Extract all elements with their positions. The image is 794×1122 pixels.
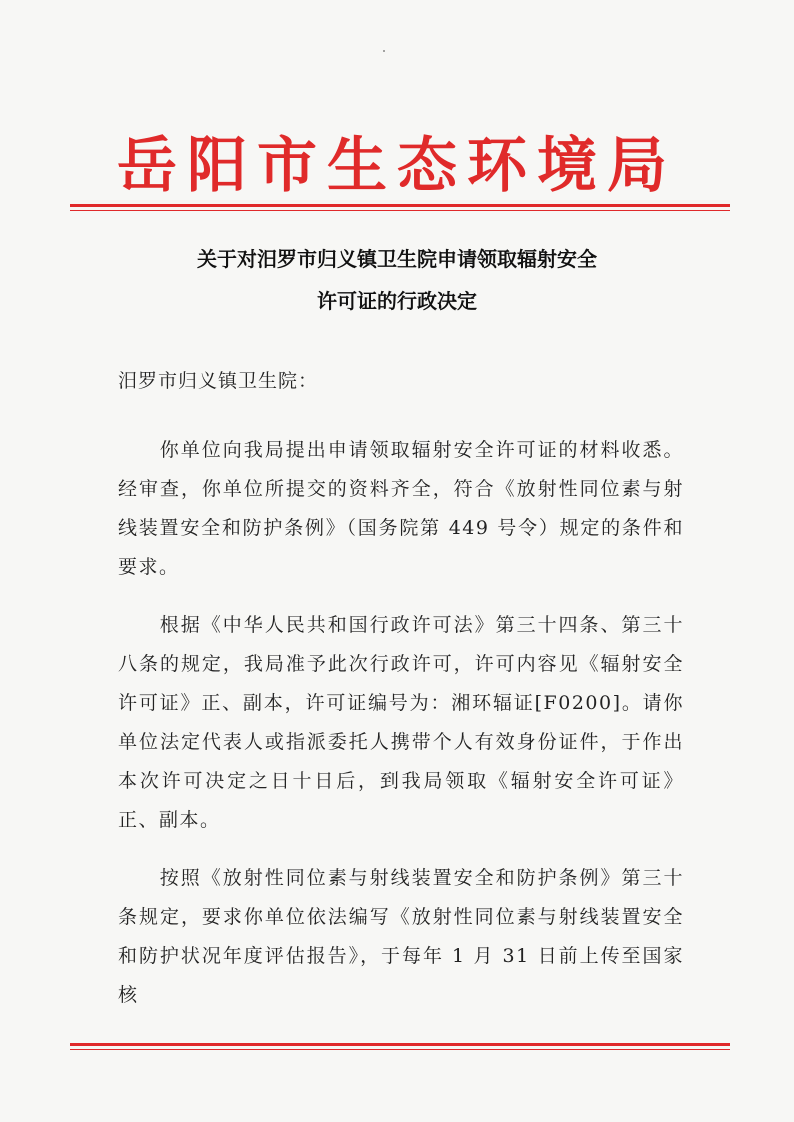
- body-paragraph-3: 按照《放射性同位素与射线装置安全和防护条例》第三十条规定，要求你单位依法编写《放射性同位素与射线装置安全和防护状况年度评估报告》，于每年 1 月 31 日前上传至国家核: [118, 867, 684, 1006]
- salutation: 汨罗市归义镇卫生院：: [118, 370, 319, 392]
- footer-double-rule: [70, 1043, 730, 1050]
- rule-thin-line: [70, 1049, 730, 1050]
- body-paragraph-2: 根据《中华人民共和国行政许可法》第三十四条、第三十八条的规定，我局准予此次行政许可，许可内容见《辐射安全许可证》正、副本，许可证编号为：湘环辐证[F0200]。请你单位法定代表人或指派委托人携带个人有效身份证件，于作出本次许可决定之日十日后，到我局领取《辐射安全许可证》正、副本。: [118, 614, 684, 831]
- rule-thin-line: [70, 210, 730, 211]
- scan-speck: [383, 50, 385, 52]
- body-paragraph-1: 你单位向我局提出申请领取辐射安全许可证的材料收悉。经审查，你单位所提交的资料齐全，符合《放射性同位素与射线装置安全和防护条例》（国务院第 449 号令）规定的条件和要求。: [118, 439, 684, 578]
- document-title: [0, 238, 794, 322]
- title-line-1: 关于对汨罗市归义镇卫生院申请领取辐射安全: [197, 247, 597, 271]
- issuing-authority-header: 岳阳市生态环境局: [117, 131, 677, 201]
- document-body: [118, 412, 684, 1027]
- title-line-2: 许可证的行政决定: [317, 289, 477, 313]
- header-double-rule: [70, 204, 730, 211]
